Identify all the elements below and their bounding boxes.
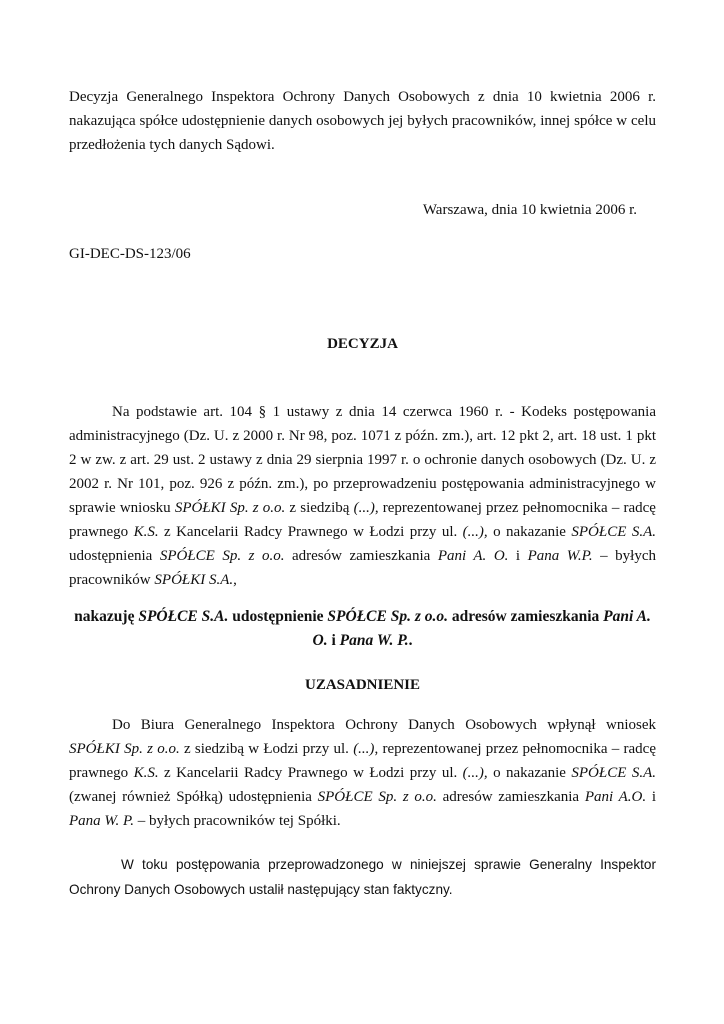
reference-number: GI-DEC-DS-123/06: [69, 246, 191, 262]
redacted-address: (...): [353, 500, 375, 516]
party-name: SPÓŁCE Sp. z o.o.: [317, 789, 437, 805]
text-run: adresów zamieszkania: [448, 608, 604, 625]
party-name: SPÓŁCE S.A.: [571, 524, 656, 540]
text-run: i: [327, 632, 340, 649]
party-name: SPÓŁCE S.A.: [571, 765, 656, 781]
text-run: z siedzibą w Łodzi przy ul.: [179, 741, 354, 757]
heading-justification: UZASADNIENIE: [304, 677, 421, 693]
text-run: udostępnienia: [69, 548, 160, 564]
redacted-address: (...),: [462, 765, 488, 781]
text-run: udostępnienie: [228, 608, 328, 625]
text-run: i: [508, 548, 528, 564]
text-run: .: [408, 632, 413, 649]
ruling-operative-part: [69, 605, 656, 653]
person-name: Pani A.O.: [584, 789, 647, 805]
person-name: Pani A. O.: [312, 608, 651, 649]
facts-paragraph: [69, 852, 656, 902]
text-run: i: [646, 789, 656, 805]
redacted-address: (...): [353, 741, 375, 757]
person-name: Pana W.P.: [527, 548, 593, 564]
attorney-initials: K.S.: [133, 765, 159, 781]
heading-decision: DECYZJA: [327, 336, 398, 352]
text-run: adresów zamieszkania: [284, 548, 438, 564]
text-run: nakazuję: [74, 608, 139, 625]
text-run: Do Biura Generalnego Inspektora Ochrony Danych Osobowych wpłynął wniosek: [112, 717, 656, 733]
text-run: – byłych pracowników tej Spółki.: [134, 813, 341, 829]
text-run: – byłych pracowników: [69, 548, 656, 588]
justification-paragraph: [69, 713, 656, 833]
legal-basis-text: [69, 400, 656, 592]
place-and-date: Warszawa, dnia 10 kwietnia 2006 r.: [422, 202, 637, 218]
justification-text: [69, 713, 656, 833]
decision-summary-text: Decyzja Generalnego Inspektora Ochrony Danych Osobowych z dnia 10 kwietnia 2006 r. nakazująca spółce udostępnienie danych osobowych jej byłych pracowników, innej spółce w celu przedłożenia tych danych Sądowi.: [69, 89, 656, 153]
party-name: SPÓŁCE Sp. z o.o.: [327, 608, 449, 625]
text-run: o nakazanie: [487, 524, 572, 540]
facts-text: W toku postępowania przeprowadzonego w niniejszej sprawie Generalny Inspektor Ochrony Danych Osobowych ustalił następujący stan faktyczny.: [69, 857, 656, 897]
text-run: z Kancelarii Radcy Prawnego w Łodzi przy ul.: [158, 524, 463, 540]
redacted-address: (...),: [462, 524, 488, 540]
attorney-initials: K.S.: [133, 524, 159, 540]
party-name: SPÓŁKI Sp. z o.o.: [174, 500, 286, 516]
text-run: , reprezentowanej przez pełnomocnika – radcę prawnego: [69, 741, 656, 781]
person-name: Pana W. P.: [69, 813, 135, 829]
party-name: SPÓŁCE S.A.: [138, 608, 229, 625]
text-run: (zwanej również Spółką) udostępnienia: [69, 789, 318, 805]
person-name: Pani A. O.: [437, 548, 509, 564]
legal-basis-paragraph: [69, 400, 656, 592]
text-run: o nakazanie: [487, 765, 572, 781]
person-name: Pana W. P.: [339, 632, 409, 649]
text-run: Na podstawie art. 104 § 1 ustawy z dnia 14 czerwca 1960 r. - Kodeks postępowania administracyjnego (Dz. U. z 2000 r. Nr 98, poz. 1071 z późn. zm.), art. 12 pkt 2, art. 18 ust. 1 pkt 2 w zw. z art. 29 ust. 2 ustawy z dnia 29 sierpnia 1997 r. o ochronie danych osobowych (Dz. U. z 2002 r. Nr 101, poz. 926 z późn. zm.), po przeprowadzeniu postępowania administracyjnego w sprawie wniosku: [69, 404, 656, 516]
text-run: ,: [233, 572, 237, 588]
party-name: SPÓŁKI S.A.: [154, 572, 234, 588]
text-run: z Kancelarii Radcy Prawnego w Łodzi przy ul.: [158, 765, 463, 781]
text-run: z siedzibą: [285, 500, 354, 516]
party-name: SPÓŁCE Sp. z o.o.: [159, 548, 285, 564]
text-run: , reprezentowanej przez pełnomocnika – radcę prawnego: [69, 500, 656, 540]
party-name: SPÓŁKI Sp. z o.o.: [69, 741, 180, 757]
text-run: adresów zamieszkania: [436, 789, 585, 805]
decision-summary: [69, 85, 656, 157]
